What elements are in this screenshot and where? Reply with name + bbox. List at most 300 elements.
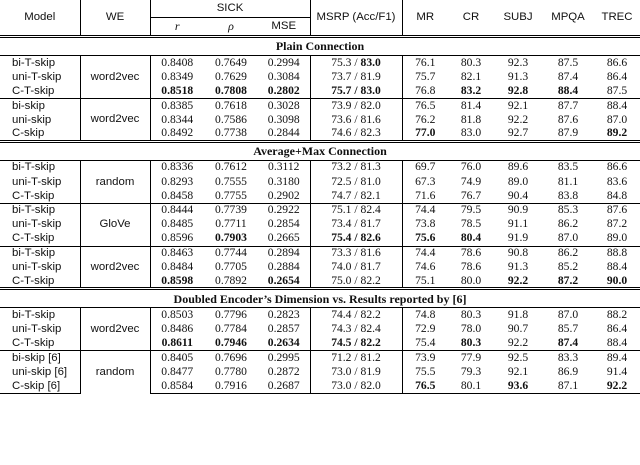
cell-subj: 89.0 — [507, 174, 529, 188]
model-cell: uni-skip — [0, 113, 80, 127]
cell-msrp — [310, 160, 402, 174]
cell-mr: 75.5 — [415, 365, 436, 379]
cell-msrp — [310, 232, 402, 246]
msrp-acc: 75.1 — [331, 203, 352, 217]
msrp-f1: 81.9 — [360, 365, 381, 379]
cell-mr: 75.6 — [415, 231, 436, 245]
cell-cr: 80.3 — [448, 56, 494, 70]
msrp-separator: / — [351, 55, 361, 69]
cell-msrp — [310, 365, 402, 379]
msrp-acc: 75.4 — [331, 231, 352, 245]
cell-r: 0.8518 — [161, 83, 194, 97]
msrp-acc: 73.7 — [331, 69, 352, 83]
cell-r: 0.8293 — [161, 174, 194, 188]
msrp-separator: / — [351, 379, 361, 393]
msrp-separator: / — [351, 217, 361, 231]
cell-subj: 90.8 — [494, 246, 542, 260]
cell-mse: 0.2994 — [258, 56, 310, 70]
table-row — [0, 246, 640, 260]
cell-mpqa: 87.2 — [557, 273, 579, 287]
cell-msrp — [310, 70, 402, 84]
msrp-separator: / — [351, 273, 361, 287]
msrp-acc: 74.3 — [331, 322, 352, 336]
table-body — [0, 37, 640, 394]
cell-mse: 0.2902 — [258, 189, 310, 203]
msrp-acc: 71.2 — [331, 351, 352, 365]
msrp-acc: 75.7 — [331, 83, 352, 97]
cell-trec: 86.6 — [594, 160, 640, 174]
cell-mse: 0.3028 — [258, 98, 310, 112]
cell-cr: 74.9 — [460, 174, 482, 188]
cell-mpqa: 83.3 — [542, 351, 594, 365]
msrp-f1: 82.2 — [360, 336, 381, 350]
msrp-separator: / — [351, 336, 361, 350]
header-sick: SICK — [150, 0, 310, 18]
cell-cr: 78.6 — [460, 260, 482, 274]
cell-rho: 0.7755 — [215, 188, 247, 202]
cell-rho: 0.7739 — [204, 203, 258, 217]
cell-cr: 80.0 — [460, 273, 482, 287]
cell-r: 0.8486 — [161, 322, 194, 336]
model-cell: bi-T-skip — [0, 203, 80, 217]
cell-mpqa: 83.8 — [557, 188, 579, 202]
cell-trec: 88.4 — [594, 98, 640, 112]
cell-mpqa: 85.7 — [557, 322, 579, 336]
msrp-f1: 82.2 — [360, 273, 381, 287]
cell-mr: 74.6 — [415, 260, 436, 274]
cell-msrp — [310, 127, 402, 141]
header-cr: CR — [462, 11, 480, 24]
cell-mse: 0.2823 — [258, 308, 310, 322]
msrp-acc: 74.6 — [331, 126, 352, 140]
cell-mr: 74.8 — [402, 308, 448, 322]
cell-mpqa: 87.1 — [542, 379, 594, 393]
cell-cr: 83.2 — [460, 83, 482, 97]
cell-mr: 76.2 — [415, 112, 436, 126]
cell-mr: 67.3 — [415, 174, 436, 188]
cell-cr: 77.9 — [448, 351, 494, 365]
model-cell: uni-skip [6] — [0, 365, 80, 379]
msrp-acc: 72.5 — [331, 174, 352, 188]
cell-subj: 92.3 — [494, 56, 542, 70]
cell-mse: 0.2995 — [258, 351, 310, 365]
msrp-separator: / — [351, 188, 361, 202]
cell-trec: 86.4 — [606, 322, 628, 336]
cell-msrp — [310, 322, 402, 336]
cell-cr: 76.7 — [460, 188, 482, 202]
msrp-separator: / — [351, 174, 361, 188]
cell-trec: 87.5 — [606, 83, 628, 97]
cell-cr: 78.0 — [460, 322, 482, 336]
msrp-separator: / — [351, 308, 361, 322]
cell-rho: 0.7649 — [204, 56, 258, 70]
cell-subj: 92.1 — [494, 98, 542, 112]
header-subj: SUBJ — [503, 11, 533, 24]
cell-mpqa: 88.4 — [557, 83, 579, 97]
cell-trec: 87.2 — [606, 217, 628, 231]
cell-rho: 0.7796 — [204, 308, 258, 322]
model-cell: C-T-skip — [0, 189, 80, 203]
cell-mr: 76.5 — [402, 98, 448, 112]
cell-mse: 0.2665 — [258, 232, 310, 246]
cell-msrp — [310, 246, 402, 260]
cell-cr: 78.5 — [460, 217, 482, 231]
cell-mr: 74.4 — [402, 246, 448, 260]
cell-mr: 75.7 — [415, 69, 436, 83]
cell-mse: 0.3098 — [258, 113, 310, 127]
cell-cr: 82.1 — [460, 69, 482, 83]
cell-mpqa: 87.5 — [542, 56, 594, 70]
model-cell: C-T-skip — [0, 232, 80, 246]
model-cell: uni-T-skip — [0, 260, 80, 274]
msrp-f1: 82.0 — [360, 379, 381, 393]
msrp-acc: 74.4 — [331, 308, 352, 322]
cell-subj: 90.7 — [507, 322, 529, 336]
table-row — [0, 98, 640, 112]
cell-r: 0.8598 — [161, 273, 194, 287]
cell-r: 0.8344 — [161, 112, 194, 126]
model-cell: C-T-skip — [0, 84, 80, 98]
cell-mse: 0.2884 — [258, 260, 310, 274]
cell-mpqa: 87.0 — [542, 308, 594, 322]
msrp-separator: / — [351, 98, 361, 112]
cell-r: 0.8385 — [150, 98, 204, 112]
cell-rho: 0.7629 — [215, 69, 247, 83]
cell-cr: 80.3 — [460, 336, 482, 350]
cell-r: 0.8611 — [161, 336, 193, 350]
header-we: WE — [80, 0, 150, 37]
header-msrp: MSRP (Acc/F1) — [310, 0, 402, 37]
msrp-acc: 75.3 — [331, 55, 352, 69]
cell-mse: 0.2687 — [258, 379, 310, 393]
cell-rho: 0.7808 — [215, 83, 247, 97]
cell-subj: 93.6 — [494, 379, 542, 393]
cell-rho: 0.7555 — [215, 174, 247, 188]
msrp-acc: 73.0 — [331, 379, 352, 393]
cell-mr: 73.9 — [402, 351, 448, 365]
cell-mse: 0.2634 — [258, 337, 310, 351]
cell-msrp — [310, 275, 402, 289]
cell-mr: 76.1 — [402, 56, 448, 70]
msrp-separator: / — [351, 246, 361, 260]
cell-mr: 77.0 — [415, 126, 436, 140]
cell-cr: 81.8 — [460, 112, 482, 126]
msrp-separator: / — [351, 365, 361, 379]
cell-mpqa: 86.9 — [557, 365, 579, 379]
table-row — [0, 56, 640, 70]
cell-subj: 92.2 — [507, 112, 529, 126]
msrp-f1: 81.3 — [360, 160, 381, 174]
msrp-f1: 82.0 — [360, 98, 381, 112]
msrp-f1: 82.2 — [360, 308, 381, 322]
cell-rho: 0.7892 — [215, 273, 247, 287]
cell-msrp — [310, 379, 402, 393]
model-cell: C-skip — [0, 127, 80, 141]
cell-mse: 0.2802 — [258, 84, 310, 98]
cell-msrp — [310, 84, 402, 98]
model-cell: bi-T-skip — [0, 160, 80, 174]
we-cell: word2vec — [80, 308, 150, 351]
msrp-separator: / — [351, 231, 361, 245]
msrp-f1: 82.4 — [360, 322, 381, 336]
model-cell: C-T-skip — [0, 337, 80, 351]
cell-mse: 0.2872 — [258, 365, 310, 379]
cell-msrp — [310, 113, 402, 127]
msrp-f1: 82.4 — [360, 203, 381, 217]
cell-trec: 86.6 — [594, 56, 640, 70]
model-cell: uni-T-skip — [0, 70, 80, 84]
cell-r: 0.8485 — [161, 217, 194, 231]
msrp-acc: 74.7 — [331, 188, 352, 202]
msrp-f1: 81.6 — [360, 112, 381, 126]
we-cell: random — [80, 351, 150, 394]
cell-msrp — [310, 260, 402, 274]
cell-trec: 90.0 — [606, 273, 628, 287]
cell-rho: 0.7696 — [204, 351, 258, 365]
cell-mpqa: 85.3 — [542, 203, 594, 217]
cell-mr: 73.8 — [415, 217, 436, 231]
cell-trec: 86.4 — [606, 69, 628, 83]
cell-trec: 88.4 — [606, 336, 628, 350]
cell-r: 0.8463 — [150, 246, 204, 260]
cell-rho: 0.7618 — [204, 98, 258, 112]
msrp-f1: 82.6 — [360, 231, 381, 245]
cell-mse: 0.2654 — [258, 275, 310, 289]
cell-r: 0.8484 — [161, 260, 194, 274]
cell-r: 0.8477 — [161, 365, 194, 379]
cell-trec: 88.8 — [594, 246, 640, 260]
model-cell: bi-skip [6] — [0, 351, 80, 365]
cell-msrp — [310, 217, 402, 231]
cell-r: 0.8405 — [150, 351, 204, 365]
cell-r: 0.8349 — [161, 69, 194, 83]
msrp-acc: 73.2 — [331, 160, 352, 174]
cell-mse: 0.3084 — [258, 70, 310, 84]
cell-mpqa: 86.2 — [542, 246, 594, 260]
header-mpqa: MPQA — [551, 11, 585, 24]
cell-rho: 0.7780 — [215, 365, 247, 379]
section-title: Plain Connection — [0, 37, 640, 56]
cell-trec: 88.4 — [606, 260, 628, 274]
cell-r: 0.8596 — [161, 231, 194, 245]
cell-mr: 74.4 — [402, 203, 448, 217]
cell-r: 0.8492 — [161, 126, 194, 140]
cell-trec: 87.0 — [606, 112, 628, 126]
cell-msrp — [310, 203, 402, 217]
cell-mpqa: 87.4 — [557, 69, 579, 83]
table-row — [0, 308, 640, 322]
msrp-f1: 82.3 — [360, 126, 381, 140]
model-cell: bi-T-skip — [0, 308, 80, 322]
cell-subj: 92.1 — [507, 365, 529, 379]
cell-rho: 0.7738 — [215, 126, 247, 140]
cell-subj: 92.2 — [507, 336, 529, 350]
cell-cr: 80.3 — [448, 308, 494, 322]
cell-rho: 0.7946 — [215, 336, 247, 350]
cell-r: 0.8336 — [150, 160, 204, 174]
model-cell: C-T-skip — [0, 275, 80, 289]
msrp-f1: 83.0 — [360, 55, 381, 69]
msrp-separator: / — [351, 69, 361, 83]
msrp-separator: / — [351, 203, 361, 217]
msrp-separator: / — [351, 160, 361, 174]
cell-subj: 92.8 — [507, 83, 529, 97]
cell-trec: 83.6 — [606, 174, 628, 188]
cell-r: 0.8408 — [150, 56, 204, 70]
cell-mpqa: 83.5 — [542, 160, 594, 174]
header-model: Model — [0, 0, 80, 37]
cell-mr: 71.6 — [415, 188, 436, 202]
cell-msrp — [310, 56, 402, 70]
msrp-separator: / — [351, 260, 361, 274]
msrp-f1: 82.1 — [360, 188, 381, 202]
model-cell: uni-T-skip — [0, 217, 80, 231]
cell-mse: 0.3112 — [258, 160, 310, 174]
cell-rho: 0.7784 — [215, 322, 247, 336]
cell-mpqa: 87.0 — [557, 231, 579, 245]
table-row — [0, 203, 640, 217]
cell-r: 0.8503 — [150, 308, 204, 322]
cell-mse: 0.3180 — [258, 175, 310, 189]
msrp-f1: 81.7 — [360, 260, 381, 274]
cell-subj: 91.8 — [494, 308, 542, 322]
cell-subj: 92.2 — [507, 273, 529, 287]
cell-msrp — [310, 337, 402, 351]
msrp-acc: 75.0 — [331, 273, 352, 287]
header-rho: ρ — [228, 19, 234, 34]
cell-rho: 0.7586 — [215, 112, 247, 126]
msrp-acc: 74.0 — [331, 260, 352, 274]
msrp-f1: 81.0 — [360, 174, 381, 188]
we-cell: word2vec — [80, 56, 150, 99]
cell-mpqa: 87.4 — [557, 336, 579, 350]
msrp-separator: / — [351, 112, 361, 126]
cell-msrp — [310, 175, 402, 189]
cell-r: 0.8458 — [161, 188, 194, 202]
msrp-acc: 73.4 — [331, 217, 352, 231]
cell-mr: 76.5 — [402, 379, 448, 393]
cell-subj: 89.6 — [494, 160, 542, 174]
header-mr: MR — [416, 11, 435, 24]
cell-subj: 91.3 — [507, 260, 529, 274]
msrp-separator: / — [351, 322, 361, 336]
cell-mr: 76.8 — [415, 83, 436, 97]
cell-cr: 79.3 — [460, 365, 482, 379]
cell-subj: 90.9 — [494, 203, 542, 217]
we-cell: word2vec — [80, 98, 150, 141]
cell-mse: 0.2844 — [258, 127, 310, 141]
cell-trec: 89.4 — [594, 351, 640, 365]
we-cell: word2vec — [80, 246, 150, 289]
cell-msrp — [310, 351, 402, 365]
cell-mpqa: 87.9 — [557, 126, 579, 140]
cell-rho: 0.7705 — [215, 260, 247, 274]
cell-rho: 0.7744 — [204, 246, 258, 260]
cell-mpqa: 85.2 — [557, 260, 579, 274]
cell-mr: 75.1 — [415, 273, 436, 287]
cell-subj: 91.9 — [507, 231, 529, 245]
cell-r: 0.8444 — [150, 203, 204, 217]
cell-cr: 83.0 — [460, 126, 482, 140]
cell-cr: 81.4 — [448, 98, 494, 112]
cell-cr: 80.4 — [460, 231, 482, 245]
cell-mr: 75.4 — [415, 336, 436, 350]
cell-mr: 72.9 — [415, 322, 436, 336]
cell-mpqa: 81.1 — [557, 174, 579, 188]
msrp-f1: 81.2 — [360, 351, 381, 365]
cell-mse: 0.2857 — [258, 322, 310, 336]
cell-rho: 0.7916 — [204, 379, 258, 393]
cell-trec: 88.2 — [594, 308, 640, 322]
cell-subj: 92.5 — [494, 351, 542, 365]
cell-msrp — [310, 308, 402, 322]
cell-subj: 90.4 — [507, 188, 529, 202]
cell-cr: 80.1 — [448, 379, 494, 393]
we-cell: GloVe — [80, 203, 150, 246]
cell-mpqa: 87.6 — [557, 112, 579, 126]
msrp-acc: 74.5 — [331, 336, 352, 350]
cell-trec: 91.4 — [606, 365, 628, 379]
cell-subj: 91.1 — [507, 217, 529, 231]
table-row — [0, 351, 640, 365]
cell-r: 0.8584 — [150, 379, 204, 393]
table-row — [0, 160, 640, 174]
model-cell: uni-T-skip — [0, 175, 80, 189]
section-title: Doubled Encoder’s Dimension vs. Results reported by [6] — [0, 289, 640, 308]
cell-trec: 89.2 — [606, 126, 628, 140]
model-cell: uni-T-skip — [0, 322, 80, 336]
cell-cr: 79.5 — [448, 203, 494, 217]
msrp-separator: / — [351, 126, 361, 140]
cell-mse: 0.2894 — [258, 246, 310, 260]
cell-mpqa: 87.7 — [542, 98, 594, 112]
cell-mr: 69.7 — [402, 160, 448, 174]
cell-mse: 0.2922 — [258, 203, 310, 217]
model-cell: bi-skip — [0, 98, 80, 112]
cell-cr: 78.6 — [448, 246, 494, 260]
header-r: r — [174, 19, 180, 34]
msrp-f1: 83.0 — [360, 83, 381, 97]
cell-trec: 89.0 — [606, 231, 628, 245]
model-cell: bi-T-skip — [0, 246, 80, 260]
msrp-f1: 81.6 — [360, 246, 381, 260]
cell-rho: 0.7903 — [215, 231, 247, 245]
model-cell: bi-T-skip — [0, 56, 80, 70]
cell-subj: 92.7 — [507, 126, 529, 140]
cell-mpqa: 86.2 — [557, 217, 579, 231]
msrp-separator: / — [351, 351, 361, 365]
msrp-acc: 73.9 — [331, 98, 352, 112]
cell-trec: 84.8 — [606, 188, 628, 202]
section-title: Average+Max Connection — [0, 141, 640, 160]
msrp-acc: 73.0 — [331, 365, 352, 379]
msrp-f1: 81.9 — [360, 69, 381, 83]
header-mse: MSE — [258, 18, 310, 37]
cell-msrp — [310, 189, 402, 203]
cell-rho: 0.7612 — [204, 160, 258, 174]
model-cell: C-skip [6] — [0, 379, 80, 393]
cell-msrp — [310, 98, 402, 112]
we-cell: random — [80, 160, 150, 203]
header-trec: TREC — [601, 11, 633, 24]
cell-rho: 0.7711 — [215, 217, 247, 231]
cell-cr: 76.0 — [448, 160, 494, 174]
cell-trec: 87.6 — [594, 203, 640, 217]
cell-mse: 0.2854 — [258, 217, 310, 231]
cell-trec: 92.2 — [594, 379, 640, 393]
msrp-f1: 81.7 — [360, 217, 381, 231]
msrp-acc: 73.3 — [331, 246, 352, 260]
